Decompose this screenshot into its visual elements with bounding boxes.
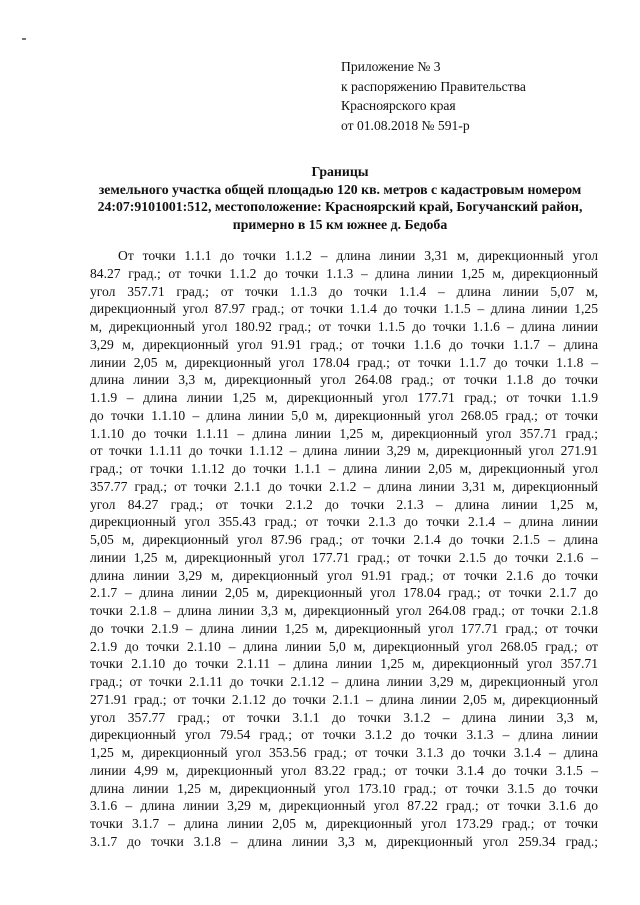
body-line: дирекционный угол 355.43 град.; от точки 2.1.3 до точки 2.1.4 – длина линии [90, 514, 598, 530]
body-line: линии 2,05 м, дирекционный угол 178.04 град.; от точки 1.1.7 до точки 1.1.8 – [90, 354, 598, 370]
appendix-number: Приложение № 3 [341, 59, 441, 74]
body-line: точки 3.1.7 – длина линии 2,05 м, дирекционный угол 173.29 град.; от точки [90, 816, 598, 831]
body-line: 1.1.10 до точки 1.1.11 – длина линии 1,25 м, дирекционный угол 357.71 град.; [90, 425, 598, 441]
body-line: линии 1,25 м, дирекционный угол 177.71 град.; от точки 2.1.5 до точки 2.1.6 – [90, 549, 598, 565]
title-heading: Границы [311, 164, 369, 179]
body-line: точки 2.1.8 – длина линии 3,3 м, дирекционный угол 264.08 град.; от точки 2.1.8 [90, 603, 598, 618]
body-line: град.; от точки 1.1.12 до точки 1.1.1 – длина линии 2,05 м, дирекционный угол [90, 461, 598, 476]
body-line: от точки 1.1.11 до точки 1.1.12 – длина линии 3,29 м, дирекционный угол 271.91 [90, 443, 598, 459]
body-line: 357.77 град.; от точки 2.1.1 до точки 2.1.2 – длина линии 3,31 м, дирекционный [90, 478, 598, 494]
body-line: до точки 2.1.9 – длина линии 1,25 м, дирекционный угол 177.71 град.; от точки [90, 620, 598, 636]
body-line: угол 357.71 град.; от точки 1.1.3 до точки 1.1.4 – длина линии 5,07 м, [90, 283, 598, 299]
body-line: длина линии 3,3 м, дирекционный угол 264.08 град.; от точки 1.1.8 до точки [90, 372, 598, 388]
body-line: 5,05 м, дирекционный угол 87.96 град.; от точки 2.1.4 до точки 2.1.5 – длина [90, 532, 598, 547]
body-line: длина линии 3,29 м, дирекционный угол 91.91 град.; от точки 2.1.6 до точки [90, 567, 598, 583]
appendix-date: от 01.08.2018 № 591-р [341, 117, 470, 133]
body-line: 3.1.6 – длина линии 3,29 м, дирекционный угол 87.22 град.; от точки 3.1.6 до [90, 798, 598, 814]
body-line: 2.1.9 до точки 2.1.10 – длина линии 5,0 м, дирекционный угол 268.05 град.; от [90, 638, 598, 654]
title-line: земельного участка общей площадью 120 кв. метров с кадастровым номером [98, 181, 582, 197]
body-line: угол 84.27 град.; от точки 2.1.2 до точки 2.1.3 – длина линии 1,25 м, [90, 496, 598, 512]
body-line: 1,25 м, дирекционный угол 353.56 град.; от точки 3.1.3 до точки 3.1.4 – длина [90, 745, 598, 760]
body-line: м, дирекционный угол 180.92 град.; от точки 1.1.5 до точки 1.1.6 – длина линии [90, 319, 598, 334]
body-line: 271.91 град.; от точки 2.1.12 до точки 2.1.1 – длина линии 2,05 м, дирекционный [90, 691, 598, 707]
boundary-description [90, 247, 598, 851]
body-line: дирекционный угол 87.97 град.; от точки 1.1.4 до точки 1.1.5 – длина линии 1,25 [90, 301, 598, 317]
body-line: 2.1.7 – длина линии 2,05 м, дирекционный угол 178.04 град.; от точки 2.1.7 до [90, 585, 598, 601]
body-line: точки 2.1.10 до точки 2.1.11 – длина линии 1,25 м, дирекционный угол 357.71 [90, 656, 598, 672]
body-line: линии 4,99 м, дирекционный угол 83.22 град.; от точки 3.1.4 до точки 3.1.5 – [90, 762, 598, 778]
body-line: 3,29 м, дирекционный угол 91.91 град.; от точки 1.1.6 до точки 1.1.7 – длина [90, 336, 598, 352]
body-line: до точки 1.1.10 – длина линии 5,0 м, дирекционный угол 268.05 град.; от точки [90, 407, 598, 423]
body-line: дирекционный угол 79.54 град.; от точки 3.1.2 до точки 3.1.3 – длина линии [90, 727, 598, 743]
document-title [60, 163, 620, 233]
body-line: длина линии 1,25 м, дирекционный угол 173.10 град.; от точки 3.1.5 до точки [90, 780, 598, 796]
appendix-reference: к распоряжению Правительства [341, 78, 526, 94]
title-line: 24:07:9101001:512, местоположение: Красноярский край, Богучанский район, [97, 199, 583, 214]
body-line: 3.1.7 до точки 3.1.8 – длина линии 3,3 м, дирекционный угол 259.34 град.; [90, 833, 598, 849]
scan-speck [22, 38, 26, 40]
body-line: 84.27 град.; от точки 1.1.2 до точки 1.1.3 – длина линии 1,25 м, дирекционный [90, 265, 598, 281]
title-line: примерно в 15 км южнее д. Бедоба [232, 216, 448, 232]
appendix-region: Красноярского края [341, 98, 456, 113]
body-line: угол 357.77 град.; от точки 3.1.1 до точки 3.1.2 – длина линии 3,3 м, [90, 709, 598, 725]
body-line: От точки 1.1.1 до точки 1.1.2 – длина линии 3,31 м, дирекционный угол [118, 248, 598, 263]
body-line: 1.1.9 – длина линии 1,25 м, дирекционный угол 177.71 град.; от точки 1.1.9 [90, 390, 598, 405]
appendix-note [341, 57, 526, 135]
body-line: град.; от точки 2.1.11 до точки 2.1.12 – длина линии 3,29 м, дирекционный угол [90, 674, 598, 689]
